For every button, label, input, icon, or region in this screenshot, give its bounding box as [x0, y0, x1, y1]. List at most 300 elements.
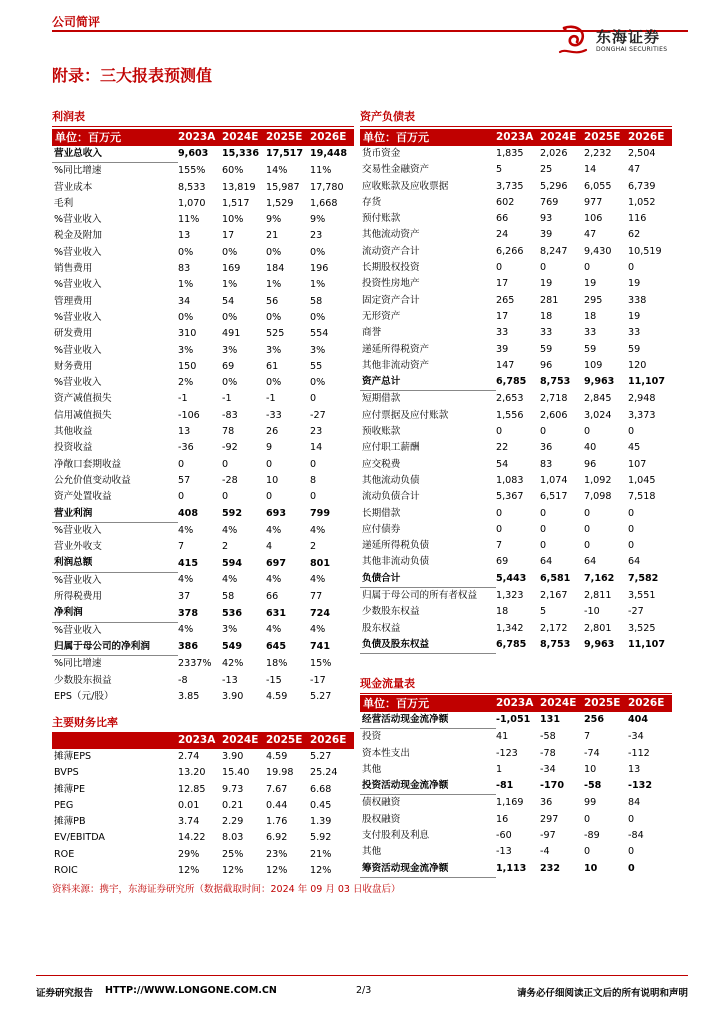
row-label: 商誉: [362, 327, 382, 339]
row-value: 4%: [178, 624, 194, 636]
row-value: 6.68: [310, 783, 332, 795]
row-value: 2,026: [540, 148, 568, 159]
row-value: 37: [178, 591, 191, 603]
row-label: 支付股利及利息: [362, 830, 430, 842]
table-row: [360, 146, 672, 162]
row-value: 281: [540, 294, 559, 306]
row-value: 9%: [310, 214, 326, 226]
row-value: 83: [178, 263, 191, 275]
row-value: 4%: [178, 574, 194, 586]
table-row: [360, 473, 672, 489]
table-row: [360, 374, 672, 391]
row-value: 69: [496, 556, 509, 568]
row-value: 10: [584, 763, 597, 775]
row-label: 所得税费用: [54, 591, 102, 603]
row-value: 99: [584, 797, 597, 809]
row-label: BVPS: [54, 767, 79, 779]
row-value: 59: [540, 343, 553, 355]
row-value: 9%: [266, 214, 282, 226]
row-label: 无形资产: [362, 310, 401, 322]
row-value: 4: [266, 541, 273, 553]
row-label: %同比增速: [54, 658, 102, 670]
row-value: 19: [628, 278, 641, 290]
row-value: 338: [628, 294, 647, 306]
row-value: 0%: [222, 246, 238, 258]
row-label: 预收账款: [362, 426, 401, 438]
table-row: [52, 196, 354, 212]
row-label: 营业总收入: [52, 146, 178, 163]
header-unit-label: [52, 732, 178, 749]
row-value: 1%: [178, 279, 194, 291]
row-value: 256: [584, 714, 605, 726]
row-label: 营业成本: [54, 181, 93, 193]
row-value: 1,169: [496, 797, 524, 809]
row-label: 负债及股东权益: [360, 637, 496, 654]
row-value: 0: [584, 262, 591, 274]
row-value: -106: [178, 409, 200, 421]
row-value: 10: [266, 474, 279, 486]
row-value: 2,845: [584, 393, 612, 405]
row-value: 491: [222, 328, 241, 340]
table-row: [52, 277, 354, 293]
row-value: 769: [540, 196, 559, 208]
row-value: 1,556: [496, 409, 524, 421]
row-value: 7,098: [584, 491, 612, 503]
table-row: [52, 605, 354, 622]
row-label: 固定资产合计: [362, 294, 420, 306]
row-value: 17,517: [266, 148, 304, 160]
row-label: 资产处置收益: [54, 491, 112, 503]
row-value: 0%: [266, 311, 282, 323]
row-value: 2,504: [628, 148, 656, 159]
balance-sheet-rule: [360, 126, 672, 127]
header-year: 2026E: [628, 129, 672, 146]
row-label: 其他流动资产: [362, 229, 420, 241]
row-value: 3%: [178, 344, 194, 356]
row-value: 8,753: [540, 639, 571, 651]
row-value: 10: [584, 862, 598, 874]
row-value: 602: [496, 196, 515, 208]
row-value: -8: [178, 674, 188, 686]
balance-sheet-table: [360, 129, 672, 654]
row-value: 0: [222, 491, 229, 503]
row-label: 投资收益: [54, 442, 93, 454]
row-value: -27: [310, 409, 326, 421]
row-value: -81: [496, 780, 514, 792]
row-value: -170: [540, 780, 565, 792]
table-row: [360, 795, 672, 812]
row-label: 货币资金: [362, 148, 401, 159]
row-value: 36: [540, 442, 553, 454]
row-label: 债权融资: [362, 797, 401, 809]
header-year: 2024E: [222, 129, 266, 146]
row-value: 0: [178, 491, 185, 503]
table-row: [52, 473, 354, 489]
row-value: 295: [584, 294, 603, 306]
row-value: 184: [266, 263, 285, 275]
row-value: 0: [584, 426, 591, 438]
table-header-row: [360, 129, 672, 146]
row-value: 8.03: [222, 832, 244, 844]
row-value: 14: [310, 442, 323, 454]
row-value: 23: [310, 230, 323, 242]
row-value: 13: [178, 426, 191, 438]
row-value: 18: [540, 310, 553, 322]
table-row: [52, 440, 354, 456]
row-value: 4%: [266, 524, 282, 536]
table-row: [360, 604, 672, 620]
table-row: [360, 621, 672, 637]
row-value: 147: [496, 359, 515, 371]
row-value: 2,232: [584, 148, 612, 159]
row-value: 9.73: [222, 783, 244, 795]
row-value: 59: [584, 343, 597, 355]
table-row: [360, 812, 672, 828]
row-value: 2.74: [178, 751, 200, 762]
row-value: 59: [628, 343, 641, 355]
row-value: 0: [496, 262, 503, 274]
row-value: 120: [628, 359, 647, 371]
table-row: [360, 342, 672, 358]
row-value: 3.85: [178, 690, 200, 702]
row-value: 0: [178, 458, 185, 470]
row-value: 1.76: [266, 816, 288, 828]
table-row: [360, 554, 672, 570]
row-label: 少数股东损益: [54, 674, 112, 686]
table-row: [52, 572, 354, 589]
financial-ratios-table: [52, 732, 354, 879]
row-value: 66: [496, 213, 509, 225]
table-header-row: [52, 732, 354, 749]
row-value: 14.22: [178, 832, 206, 844]
row-value: 40: [584, 442, 597, 454]
row-value: 106: [584, 213, 603, 225]
row-label: 交易性金融资产: [362, 164, 430, 176]
row-label: 摊薄PE: [54, 783, 86, 795]
row-value: 1%: [310, 279, 326, 291]
row-label: 财务费用: [54, 360, 93, 372]
row-value: 25%: [222, 848, 244, 860]
table-row: [52, 163, 354, 180]
row-value: 4%: [222, 524, 238, 536]
row-value: 22: [496, 442, 509, 454]
row-value: -84: [628, 830, 644, 842]
row-value: 15%: [310, 657, 332, 669]
row-value: 6.92: [266, 832, 288, 844]
row-label: %营业收入: [54, 624, 102, 636]
row-value: 13: [628, 763, 641, 775]
row-value: 0.21: [222, 799, 244, 811]
row-value: 17: [496, 278, 509, 290]
table-row: [360, 844, 672, 860]
row-label: 资产减值损失: [54, 393, 112, 405]
row-value: 4%: [310, 574, 326, 586]
row-value: 404: [628, 714, 649, 726]
row-value: -83: [222, 409, 238, 421]
row-value: 4.59: [266, 751, 288, 762]
row-value: 3%: [266, 344, 282, 356]
row-value: 9,430: [584, 245, 612, 257]
row-value: 2337%: [178, 657, 212, 669]
table-row: [52, 656, 354, 673]
row-value: 24: [496, 229, 509, 241]
row-value: 0%: [178, 246, 194, 258]
row-value: 525: [266, 328, 285, 340]
row-value: 19: [628, 310, 641, 322]
row-value: 0%: [178, 311, 194, 323]
row-value: 39: [540, 229, 553, 241]
row-value: 45: [628, 442, 641, 454]
row-value: 56: [266, 295, 279, 307]
table-row: [360, 489, 672, 505]
row-value: -4: [540, 846, 550, 858]
row-value: -60: [496, 830, 512, 842]
row-value: 18: [584, 310, 597, 322]
income-statement-title: 利润表: [52, 110, 85, 123]
table-row: [360, 637, 672, 654]
footer-disclaimer: 请务必仔细阅读正文后的所有说明和声明: [516, 988, 688, 999]
table-row: [360, 179, 672, 195]
header-year: 2023A: [496, 695, 540, 712]
row-value: 5,367: [496, 491, 524, 503]
row-label: 其他收益: [54, 426, 93, 438]
row-value: 107: [628, 458, 647, 470]
table-row: [360, 762, 672, 778]
row-label: 营业利润: [52, 506, 178, 523]
row-label: 存货: [362, 196, 382, 208]
row-value: 7,582: [628, 572, 659, 584]
table-row: [52, 539, 354, 555]
source-note: 资料来源：携宇，东海证券研究所（数据截取时间：2024 年 09 月 03 日收盘后）: [52, 884, 401, 895]
row-value: 724: [310, 607, 331, 619]
table-row: [52, 212, 354, 228]
row-value: 3.90: [222, 690, 244, 702]
row-value: 0%: [222, 377, 238, 389]
row-value: 0: [540, 523, 547, 535]
row-label: 少数股东权益: [362, 606, 420, 618]
row-value: 62: [628, 229, 641, 241]
row-value: 21: [266, 230, 279, 242]
row-label: 其他非流动资产: [362, 359, 430, 371]
row-value: 0: [584, 813, 591, 825]
row-value: 6,581: [540, 572, 571, 584]
row-value: 196: [310, 263, 329, 275]
row-value: 0: [628, 262, 635, 274]
logo-chinese-text: 东海证券: [596, 28, 661, 46]
row-value: 155%: [178, 165, 206, 177]
table-row: [52, 180, 354, 196]
table-row: [52, 765, 354, 781]
row-value: 7: [496, 540, 503, 552]
row-value: 1,074: [540, 474, 568, 486]
row-value: 55: [310, 360, 323, 372]
row-value: 1,323: [496, 589, 524, 601]
row-value: 3,373: [628, 409, 656, 421]
logo-english-text: DONGHAI SECURITIES: [596, 46, 668, 53]
row-value: 2,718: [540, 393, 568, 405]
table-row: [360, 227, 672, 243]
table-row: [360, 358, 672, 374]
table-row: [52, 391, 354, 407]
row-label: 毛利: [54, 197, 74, 209]
row-label: 净敞口套期收益: [54, 458, 122, 470]
row-value: 83: [540, 458, 553, 470]
row-label: 应付债券: [362, 523, 401, 535]
row-value: 0: [540, 540, 547, 552]
row-value: 12%: [178, 865, 200, 877]
row-value: 265: [496, 294, 515, 306]
row-value: 66: [266, 591, 279, 603]
row-label: 归属于母公司的净利润: [52, 639, 178, 656]
table-row: [52, 261, 354, 277]
row-value: 8,533: [178, 181, 206, 193]
financial-ratios-title: 主要财务比率: [52, 716, 118, 729]
row-value: 16: [496, 813, 509, 825]
row-label: 投资活动现金流净额: [360, 778, 496, 795]
row-value: 0%: [310, 377, 326, 389]
row-value: 14%: [266, 165, 288, 177]
row-label: 资产总计: [360, 374, 496, 391]
row-value: 6,785: [496, 639, 527, 651]
row-value: 47: [584, 229, 597, 241]
row-value: 2%: [178, 377, 194, 389]
row-label: ROIC: [54, 865, 78, 877]
row-value: 25: [540, 164, 553, 176]
row-value: 96: [584, 458, 597, 470]
row-label: 投资: [362, 731, 382, 743]
row-value: 64: [584, 556, 597, 568]
row-value: 4%: [310, 624, 326, 636]
row-value: 58: [222, 591, 235, 603]
row-value: 69: [222, 360, 235, 372]
row-value: 60%: [222, 165, 244, 177]
row-value: 378: [178, 607, 199, 619]
row-value: 549: [222, 641, 243, 653]
header-year: 2025E: [584, 129, 628, 146]
row-value: 26: [266, 426, 279, 438]
row-value: 131: [540, 714, 561, 726]
table-row: [360, 778, 672, 795]
row-value: 96: [540, 359, 553, 371]
table-row: [360, 325, 672, 341]
row-label: 其他流动负债: [362, 474, 420, 486]
row-value: 36: [540, 797, 553, 809]
row-value: -13: [222, 674, 238, 686]
row-value: 11%: [178, 214, 200, 226]
row-label: 递延所得税负债: [362, 540, 430, 552]
row-value: 977: [584, 196, 603, 208]
row-value: 12%: [222, 865, 244, 877]
row-value: 18: [496, 606, 509, 618]
report-type-label: 公司简评: [52, 15, 101, 29]
row-value: 3.90: [222, 751, 244, 762]
row-value: 0.44: [266, 799, 288, 811]
row-value: 7,518: [628, 491, 656, 503]
row-value: 3,525: [628, 622, 656, 634]
table-row: [360, 861, 672, 878]
row-value: 0: [266, 458, 273, 470]
row-value: 93: [540, 213, 553, 225]
row-value: 631: [266, 607, 287, 619]
row-value: 5.27: [310, 690, 332, 702]
page-number: 2/3: [356, 985, 372, 996]
row-value: 1,083: [496, 474, 524, 486]
row-value: -34: [628, 731, 644, 743]
table-row: [360, 538, 672, 554]
table-row: [52, 522, 354, 539]
cash-flow-table: [360, 695, 672, 878]
table-row: [360, 729, 672, 746]
row-value: 0%: [310, 246, 326, 258]
row-value: 1,517: [222, 197, 250, 209]
row-label: 长期股权投资: [362, 262, 420, 274]
row-value: 9,963: [584, 639, 615, 651]
row-value: 1: [496, 763, 503, 775]
row-label: 销售费用: [54, 263, 93, 275]
row-label: %营业收入: [54, 574, 102, 586]
row-value: -1,051: [496, 714, 531, 726]
row-label: %营业收入: [54, 344, 102, 356]
row-label: 流动资产合计: [362, 245, 420, 257]
row-value: 57: [178, 474, 191, 486]
row-value: 0%: [222, 311, 238, 323]
row-value: 0: [540, 262, 547, 274]
row-value: 2: [310, 541, 317, 553]
row-value: 3%: [222, 344, 238, 356]
row-value: 1,668: [310, 197, 338, 209]
row-value: -27: [628, 606, 644, 618]
row-value: 0: [628, 426, 635, 438]
table-row: [360, 506, 672, 522]
row-label: 预付账款: [362, 213, 401, 225]
table-row: [52, 639, 354, 656]
row-value: 25.24: [310, 767, 338, 779]
row-value: 645: [266, 641, 287, 653]
row-value: -58: [584, 780, 602, 792]
row-value: 297: [540, 813, 559, 825]
row-value: 4%: [310, 524, 326, 536]
row-label: 投资性房地产: [362, 278, 420, 290]
dragon-logo-icon: [556, 22, 592, 58]
table-row: [52, 457, 354, 473]
header-unit-label: 单位：百万元: [360, 695, 496, 712]
row-value: 2,653: [496, 393, 524, 405]
table-row: [360, 309, 672, 325]
row-value: 799: [310, 507, 331, 519]
table-row: [360, 195, 672, 211]
header-year: 2025E: [266, 129, 310, 146]
footer-website-link[interactable]: HTTP://WWW.LONGONE.COM.CN: [105, 985, 277, 996]
header-year: 2024E: [540, 695, 584, 712]
row-value: 6,266: [496, 245, 524, 257]
header-unit-label: 单位：百万元: [360, 129, 496, 146]
row-label: 股权融资: [362, 813, 401, 825]
row-value: 33: [584, 327, 597, 339]
row-label: 应付票据及应付账款: [362, 409, 449, 421]
row-value: 54: [496, 458, 509, 470]
table-row: [52, 814, 354, 830]
row-value: 3%: [222, 624, 238, 636]
row-value: 39: [496, 343, 509, 355]
table-row: [360, 522, 672, 538]
row-value: 12%: [310, 865, 332, 877]
table-row: [52, 146, 354, 163]
row-value: 0.01: [178, 799, 200, 811]
table-row: [52, 830, 354, 846]
header-year: 2024E: [222, 732, 266, 749]
row-value: 0: [222, 458, 229, 470]
row-value: -33: [266, 409, 282, 421]
